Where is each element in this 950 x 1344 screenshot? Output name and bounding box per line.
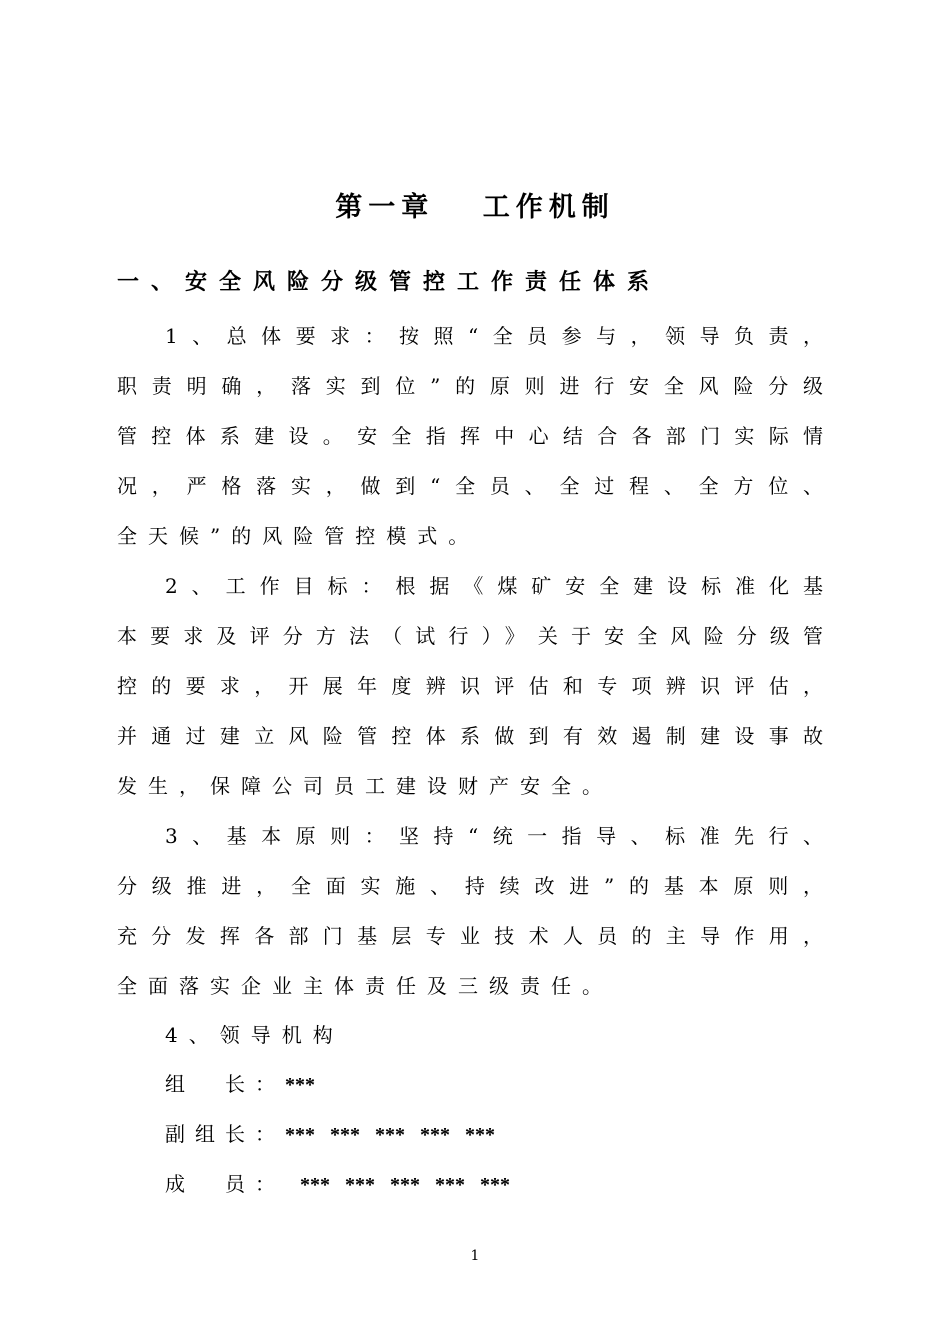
paragraph-1-line-4: 况，严格落实，做到“全员、全过程、全方位、 bbox=[117, 474, 823, 498]
member-label: 成 员： bbox=[165, 1172, 285, 1196]
paragraph-1-line-2: 职责明确，落实到位”的原则进行安全风险分级 bbox=[117, 374, 823, 398]
member-label: 副组长： bbox=[165, 1122, 285, 1146]
section-heading: 一、安全风险分级管控工作责任体系 bbox=[117, 269, 662, 295]
paragraph-2-line-1: 2、工作目标：根据《煤矿安全建设标准化基 bbox=[165, 574, 823, 598]
member-value: *** bbox=[285, 1074, 315, 1096]
paragraph-2-line-5: 发生，保障公司员工建设财产安全。 bbox=[117, 774, 613, 798]
member-label: 组 长： bbox=[165, 1072, 285, 1096]
paragraph-3-line-4: 全面落实企业主体责任及三级责任。 bbox=[117, 974, 613, 998]
member-value: *** *** *** *** *** bbox=[285, 1174, 510, 1196]
paragraph-1-line-3: 管控体系建设。安全指挥中心结合各部门实际情 bbox=[117, 424, 823, 448]
chapter-title: 第一章 工作机制 bbox=[335, 192, 615, 223]
paragraph-4-heading: 4、领导机构 bbox=[165, 1023, 344, 1047]
paragraph-3-line-2: 分级推进，全面实施、持续改进”的基本原则， bbox=[117, 874, 823, 898]
paragraph-1-line-1: 1、总体要求：按照“全员参与，领导负责， bbox=[165, 324, 823, 348]
member-row-leader bbox=[165, 1064, 315, 1105]
paragraph-3-line-3: 充分发挥各部门基层专业技术人员的主导作用， bbox=[117, 924, 823, 948]
page-number: 1 bbox=[470, 1248, 480, 1264]
paragraph-1-line-5: 全天候”的风险管控模式。 bbox=[117, 524, 480, 548]
member-row-deputy bbox=[165, 1114, 495, 1155]
member-row-members bbox=[165, 1164, 510, 1205]
member-value: *** *** *** *** *** bbox=[285, 1124, 495, 1146]
paragraph-2-line-3: 控的要求，开展年度辨识评估和专项辨识评估， bbox=[117, 674, 823, 698]
paragraph-2-line-2: 本要求及评分方法（试行）》关于安全风险分级管 bbox=[117, 624, 823, 648]
paragraph-3-line-1: 3、基本原则：坚持“统一指导、标准先行、 bbox=[165, 824, 823, 848]
paragraph-2-line-4: 并通过建立风险管控体系做到有效遏制建设事故 bbox=[117, 724, 823, 748]
